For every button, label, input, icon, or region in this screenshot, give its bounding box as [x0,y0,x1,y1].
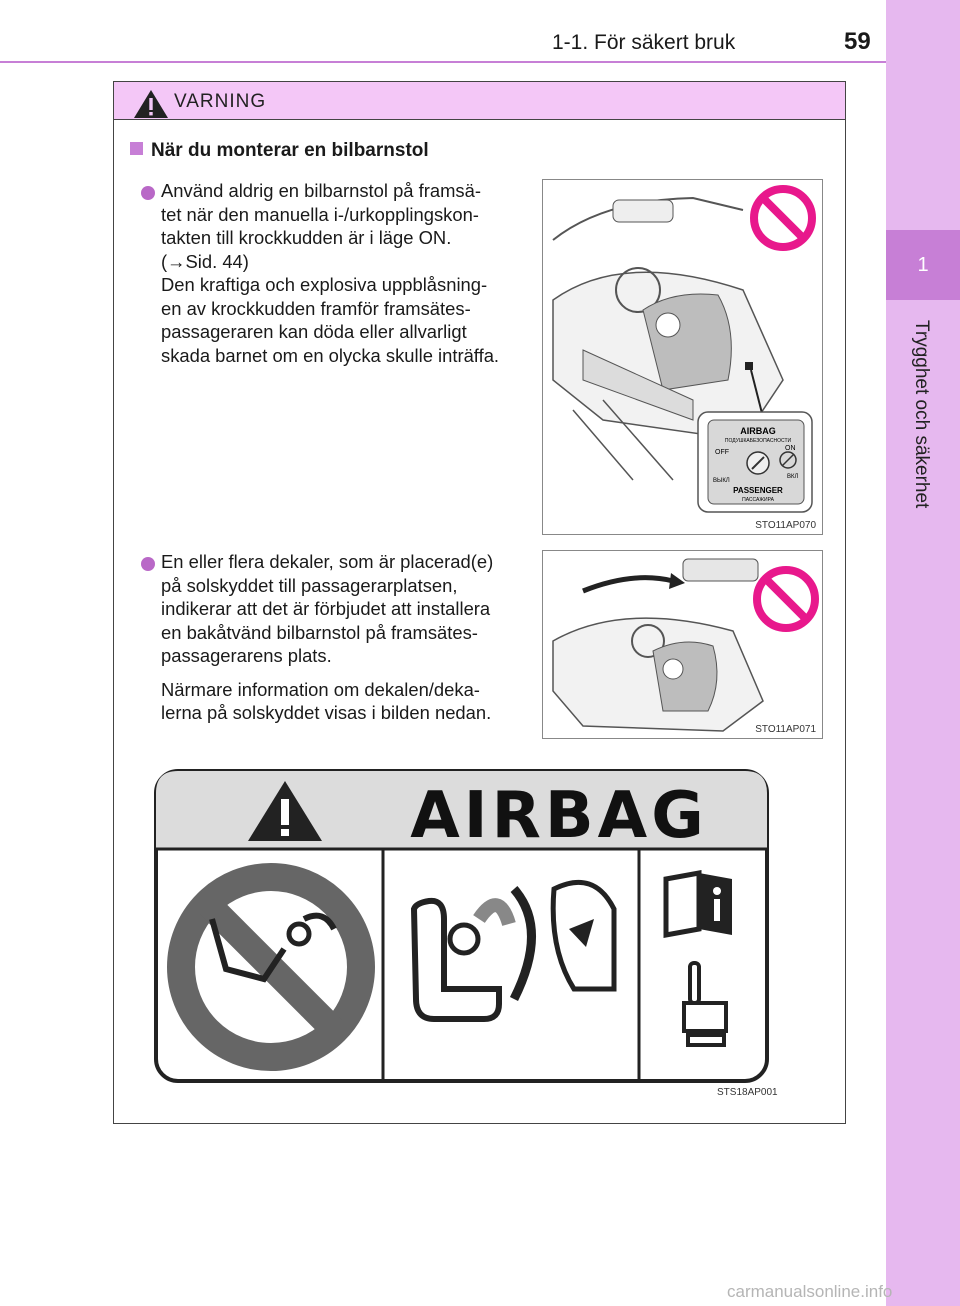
watermark: carmanualsonline.info [727,1282,893,1301]
bullet-paragraph-2 [161,550,521,725]
bullet-dot-icon [141,186,155,200]
switch-label-ru-top: ПОДУШКАБЕЗОПАСНОСТИ [724,438,792,444]
figure-code: STO11AP071 [755,724,816,735]
prohibition-icon [754,189,812,247]
bullet1-line5: Den kraftiga och explosiva uppblåsning- [161,274,488,295]
bullet2-line6: Närmare information om dekalen/deka- [161,678,480,700]
airbag-warning-label [154,769,769,1083]
heading-square-icon [130,142,143,155]
side-tab [886,0,960,1306]
bullet1-line3: takten till krockkudden är i läge ON. [161,227,452,248]
header-line [0,61,886,63]
figure-code: STO11AP070 [755,520,816,531]
switch-label-off: OFF [715,449,729,456]
bullet2-line3: indikerar att det är förbjudet att installera [161,598,491,619]
bullet1-line1: Använd aldrig en bilbarnstol på framsä- [161,180,481,201]
bullet1-page-ref[interactable]: (→Sid. 44) [161,250,249,272]
airbag-label-title: AIRBAG [410,779,708,853]
chapter-number: 1 [917,254,929,276]
chapter-label: Trygghet och säkerhet [911,320,932,509]
section-heading [130,140,429,162]
warning-header [114,82,845,120]
airbag-label-graphic [154,769,769,1083]
sun-visor-illustration [543,551,822,738]
switch-label-ru-passenger: ПАССАЖИРА [742,497,774,503]
car-interior-illustration [543,180,822,534]
bullet1-line2: tet när den manuella i-/urkopplingskon- [161,203,479,225]
switch-label-on: ON [785,445,796,452]
bullet-dot-icon [141,557,155,571]
bullet-paragraph-1 [161,179,521,367]
bullet1-line7: passageraren kan döda eller allvarligt [161,321,467,342]
switch-label-airbag: AIRBAG [740,426,776,436]
bullet2-line7: lerna på solskyddet visas i bilden nedan. [161,702,492,723]
switch-label-passenger: PASSENGER [733,486,783,495]
switch-label-ru-on: ВКЛ [787,474,799,480]
warning-icon [133,89,169,119]
bullet1-line8: skada barnet om en olycka skulle inträffa. [161,344,500,366]
bullet2-line1: En eller flera dekaler, som är placerad(e) [161,551,494,572]
figure-airbag-switch [542,179,823,535]
figure-sun-visor [542,550,823,739]
prohibition-icon [757,570,815,628]
section-heading-text: När du monterar en bilbarnstol [151,140,429,161]
page-number: 59 [844,28,871,55]
bullet1-line6: en av krockkudden framför framsätes- [161,297,471,319]
switch-label-ru-off: ВЫКЛ [713,478,730,484]
label-code: STS18AP001 [717,1087,778,1098]
bullet2-line2: på solskyddet till passagerarplatsen, [161,574,458,596]
bullet2-line4: en bakåtvänd bilbarnstol på framsätes- [161,621,478,643]
bullet2-line5: passagerarens plats. [161,645,332,666]
section-title: 1-1. För säkert bruk [552,31,736,54]
warning-title: VARNING [174,91,267,112]
